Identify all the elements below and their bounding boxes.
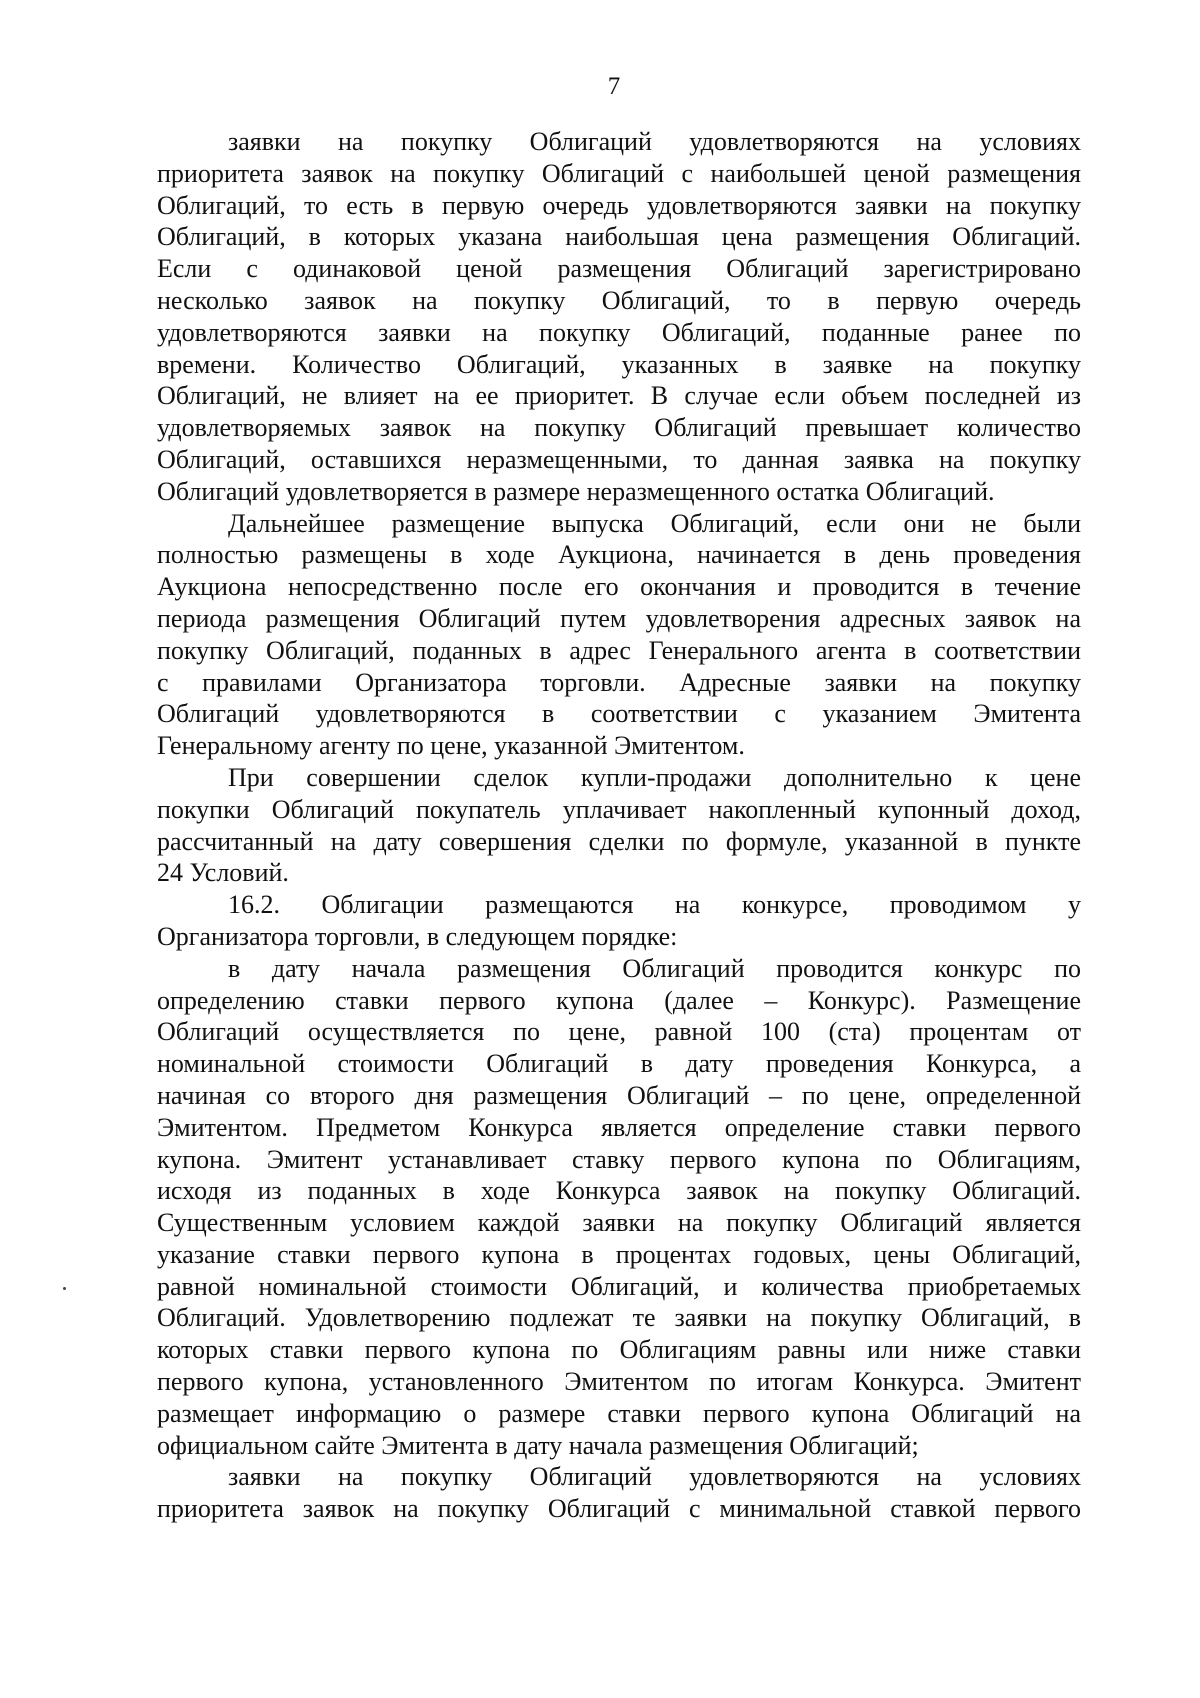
text-line: 24 Условий.	[157, 858, 289, 888]
text-line: начиная со второго дня размещения Облигаций – по цене, определенной	[157, 1080, 1081, 1110]
text-line: Облигаций. Удовлетворению подлежат те заявки на покупку Облигаций, в	[157, 1303, 1081, 1333]
text-line: первого купона, установленного Эмитентом по итогам Конкурса. Эмитент	[157, 1367, 1081, 1397]
text-line: Если с одинаковой ценой размещения Облигаций зарегистрировано	[157, 254, 1081, 284]
text-line: Облигаций удовлетворяется в размере неразмещенного остатка Облигаций.	[157, 476, 995, 506]
text-line: определению ставки первого купона (далее – Конкурс). Размещение	[157, 985, 1081, 1015]
text-line: приоритета заявок на покупку Облигаций с минимальной ставкой первого	[157, 1494, 1081, 1524]
paragraph	[157, 889, 1081, 953]
text-line: Организатора торговли, в следующем порядке:	[157, 921, 678, 951]
paragraph	[157, 1461, 1081, 1525]
text-line: несколько заявок на покупку Облигаций, то в первую очередь	[157, 285, 1081, 315]
paragraph	[157, 762, 1081, 889]
text-line: размещает информацию о размере ставки первого купона Облигаций на	[157, 1398, 1081, 1428]
text-line: с правилами Организатора торговли. Адресные заявки на покупку	[157, 667, 1081, 697]
text-line: указание ставки первого купона в процентах годовых, цены Облигаций,	[157, 1239, 1081, 1269]
paragraph	[157, 953, 1081, 1462]
text-line: равной номинальной стоимости Облигаций, и количества приобретаемых	[157, 1271, 1081, 1301]
text-line: Облигаций удовлетворяются в соответствии с указанием Эмитента	[157, 699, 1081, 729]
text-line: Облигаций, оставшихся неразмещенными, то данная заявка на покупку	[157, 444, 1081, 474]
text-line: При совершении сделок купли-продажи дополнительно к цене	[228, 762, 1081, 792]
text-line: Облигаций, не влияет на ее приоритет. В случае если объем последней из	[157, 381, 1081, 411]
text-line: периода размещения Облигаций путем удовлетворения адресных заявок на	[157, 603, 1081, 633]
text-line: купона. Эмитент устанавливает ставку первого купона по Облигациям,	[157, 1144, 1081, 1174]
text-line: Генеральному агенту по цене, указанной Эмитентом.	[157, 731, 745, 761]
text-line: исходя из поданных в ходе Конкурса заявок на покупку Облигаций.	[157, 1176, 1081, 1206]
text-line: удовлетворяются заявки на покупку Облигаций, поданные ранее по	[157, 317, 1081, 347]
text-line: Дальнейшее размещение выпуска Облигаций, если они не были	[228, 508, 1081, 538]
text-line: приоритета заявок на покупку Облигаций с наибольшей ценой размещения	[157, 158, 1081, 188]
text-line: Облигаций осуществляется по цене, равной 100 (ста) процентам от	[157, 1017, 1081, 1047]
text-line: которых ставки первого купона по Облигациям равны или ниже ставки	[157, 1335, 1081, 1365]
paragraph	[157, 508, 1081, 762]
text-line: Облигаций, то есть в первую очередь удовлетворяются заявки на покупку	[157, 190, 1081, 220]
document-body	[157, 126, 1081, 1525]
text-line: Существенным условием каждой заявки на покупку Облигаций является	[157, 1208, 1081, 1238]
text-line: времени. Количество Облигаций, указанных в заявке на покупку	[157, 349, 1081, 379]
scan-speck	[63, 1287, 66, 1290]
text-line: Эмитентом. Предметом Конкурса является определение ставки первого	[157, 1112, 1081, 1142]
text-line: 16.2. Облигации размещаются на конкурсе, проводимом у	[228, 890, 1081, 920]
text-line: Облигаций, в которых указана наибольшая цена размещения Облигаций.	[157, 222, 1081, 252]
paragraph	[157, 126, 1081, 508]
text-line: покупки Облигаций покупатель уплачивает накопленный купонный доход,	[157, 794, 1081, 824]
text-line: удовлетворяемых заявок на покупку Облигаций превышает количество	[157, 413, 1081, 443]
text-line: официальном сайте Эмитента в дату начала размещения Облигаций;	[157, 1430, 919, 1460]
text-line: в дату начала размещения Облигаций проводится конкурс по	[228, 953, 1081, 983]
text-line: заявки на покупку Облигаций удовлетворяются на условиях	[228, 127, 1081, 156]
text-line: рассчитанный на дату совершения сделки по формуле, указанной в пункте	[157, 826, 1081, 856]
page-number: 7	[607, 73, 621, 100]
text-line: полностью размещены в ходе Аукциона, начинается в день проведения	[157, 540, 1081, 570]
text-line: Аукциона непосредственно после его окончания и проводится в течение	[157, 572, 1081, 602]
text-line: заявки на покупку Облигаций удовлетворяются на условиях	[228, 1462, 1081, 1492]
text-line: номинальной стоимости Облигаций в дату проведения Конкурса, а	[157, 1049, 1081, 1079]
text-line: покупку Облигаций, поданных в адрес Генерального агента в соответствии	[157, 635, 1081, 665]
